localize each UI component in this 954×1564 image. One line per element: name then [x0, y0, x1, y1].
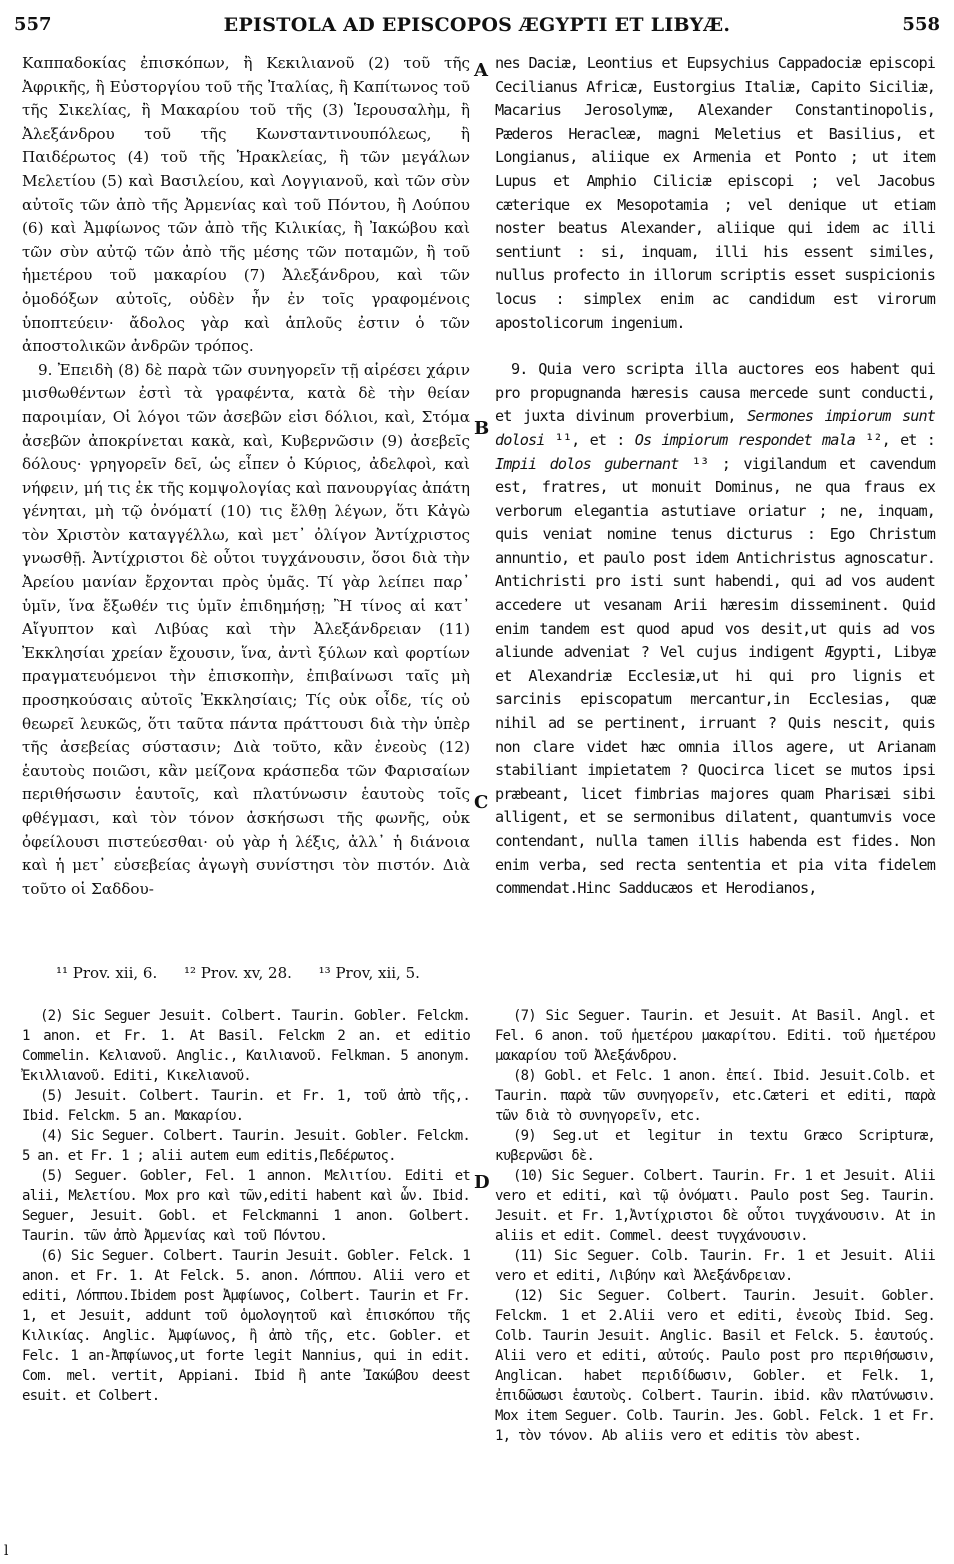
- greek-paragraph: 9. Ἐπειδὴ (8) δὲ παρὰ τῶν συνηγορεῖν τῇ αἱρέσει χάριν μισθωθέντων ἐστὶ τὰ γραφέντα, κατὰ δὲ τὴν θείαν παροιμίαν, Οἱ λόγοι τῶν ἀσεβῶν εἰσι δόλιοι, καὶ, Στόμα ἀσεβῶν ἀποκρίνεται κακὰ, καὶ, Κυβερνῶσιν (9) ἀσεβεῖς δόλους· γρηγορεῖν δεῖ, ὡς εἶπεν ὁ Κύριος, ἀδελφοὶ, καὶ νήφειν, μή τις ἐκ τῆς κομψολογίας καὶ πανουργίας ἀπάτη γένηται, μὴ τῷ ὀνόματί (10) τις ἔλθῃ λέγων, ὅτι Κἀγὼ τὸν Χριστὸν καταγγέλλω, καὶ μετ᾽ ὀλίγον Ἀντίχριστος γνωσθῇ. Ἀντίχριστοι δὲ οὗτοι τυγχάνουσιν, ὅσοι διὰ τὴν Ἀρείου μανίαν ἔρχονται πρὸς ὑμᾶς. Τί γὰρ λείπει παρ᾽ ὑμῖν, ἵνα ἔξωθέν τις ὑμῖν ἐπιδημήσῃ; Ἢ τίνος αἱ κατ᾽ Αἴγυπτον καὶ Λιβύας καὶ τὴν Ἀλεξάνδρειαν (11) Ἐκκλησίαι χρείαν ἔχουσιν, ἵνα, ἀντὶ ξύλων καὶ φορτίων πραγματευόμενοι τὴν ἐπισκοπὴν, ἐπιβαίνωσι ταῖς μὴ προσηκούσαις αὐτοῖς Ἐκκλησίαις; Τίς οὐκ οἶδε, τίς οὐ θεωρεῖ λευκῶς, ὅτι ταῦτα πάντα πράττουσι διὰ τὴν ὑπὲρ τῆς ἀσεβείας σύστασιν; Διὰ τοῦτο, κἂν ἐνεοὺς (12) ἑαυτοὺς ποιῶσι, κἂν μείζονα κράσπεδα τῶν Φαρισαίων περιθήσωσιν ἑαυτοῖς, καὶ πλατύνωσιν ἑαυτοὺς τοῖς φθέγμασι, καὶ τὸν τόνον ἀσκήσωσι τῆς φωνῆς, οὐκ ὀφείλουσι πιστεύεσθαι· οὐ γὰρ ἡ λέξις, ἀλλ᾽ ἡ διάνοια καὶ ἡ μετ᾽ εὐσεβείας ἀγωγὴ συνίστησι τὸν πιστόν. Διὰ τοῦτο οἱ Σαδδου-: [22, 360, 470, 898]
- greek-paragraph: Καππαδοκίας ἐπισκόπων, ἢ Κεκιλιανοῦ (2) τοῦ τῆς Ἀφρικῆς, ἢ Εὐστοργίου τοῦ τῆς Ἰταλίας, ἢ Καπίτωνος τοῦ τῆς Σικελίας, ἢ Μακαρίου τοῦ τῆς (3) Ἱερουσαλὴμ, ἢ Ἀλεξάνδρου τοῦ τῆς Κωνσταντινουπόλεως, ἢ Παιδέρωτος (4) τοῦ τῆς Ἡρακλείας, ἢ τῶν μεγάλων Μελετίου (5) καὶ Βασιλείου, καὶ Λογγιανοῦ, καὶ τῶν σὺν αὐτοῖς τῶν ἀπὸ τῆς Ἀρμενίας καὶ τοῦ Πόντου, ἢ Λούπου (6) καὶ Ἀμφίωνος τῶν ἀπὸ τῆς Κιλικίας, ἢ Ἰακώβου καὶ τῶν σὺν αὐτῷ τῶν ἀπὸ τῆς μέσης τῶν ποταμῶν, ἢ τοῦ ἡμετέρου τοῦ μακαρίου (7) Ἀλεξάνδρου, καὶ τῶν ὁμοδόξων αὐτοῖς, οὐδὲν ἦν ἐν τοῖς γραφομένοις ὑποπτεύειν· ἄδολος γὰρ καὶ ἁπλοῦς ἐστιν ὁ τῶν ἀποστολικῶν ἀνδρῶν τρόπος.: [22, 54, 470, 356]
- margin-letter-d: D: [474, 1172, 490, 1193]
- footnote: (8) Gobl. et Felc. 1 anon. ἐπεί. Ibid. Jesuit.Colb. et Taurin. παρὰ τῶν συνηγορεῖν, etc.Cæteri et editi, παρὰ τῶν διὰ τὸ συνηγορεῖν, etc.: [495, 1068, 935, 1124]
- latin-paragraph: nes Daciæ, Leontius et Eupsychius Cappadociæ episcopi Cecilianus Africæ, Eustorgius Italiæ, Capito Siciliæ, Macarius Jerosolymæ, Alexander Constantinopolis, Pæderos Heracleæ, magni Meletius et Basilius, et Longianus, aliique ex Armenia et Ponto ; ut item Lupus et Amphio Ciliciæ episcopi ; vel Jacobus cæterique ex Mesopotamia ; vel denique ut etiam noster beatus Alexander, aliique qui idem ac illi sentiunt : si, inquam, illi his essent similes, nullus profecto in illorum scriptis esset suspicionis locus : simplex enim ac candidum est virorum apostolicorum ingenium.: [495, 54, 935, 332]
- margin-letter-c: C: [474, 792, 489, 813]
- latin-paragraph: 9. Quia vero scripta illa auctores eos habent qui pro propugnanda hæresis causa mercede sunt conducti, et juxta divinum proverbium, Sermones impiorum sunt dolosi ¹¹, et : Os impiorum respondet mala ¹², et : Impii dolos gubernant ¹³ ; vigilandum et cavendum est, fratres, ut monuit Dominus, ne qua fraus ex verborum elegantia astutiave oriatur ; ne, inquam, quis veniat nomine tenus dicturus : Ego Christum annuntio, et paulo post idem Antichristus agnoscatur. Antichristi pro isti sunt habendi, qui ad vos audent accedere ut vesanam Arii hæresim disseminent. Quid enim tandem est quod apud vos desit,ut quis ad vos aliunde adveniat ? Vel cujus indigent Ægypti, Libyæ et Alexandriæ Ecclesiæ,ut hi qui pro lignis et sarcinis episcopatum mercantur,in Ecclesias, quæ nihil ad se pertinent, irruant ? Quis nescit, quis non clare videt hæc omnia illos agere, ut Arianam stabiliant impietatem ? Quocirca licet se mutos ipsi præbeant, licet fimbrias majores quam Pharisæi sibi alligent, et se sermonibus dilatent, quantumvis voce contendant, nulla tamen illis habenda est fides. Non enim verba, sed recta sententia et pia vita fidelem commendat.Hinc Sadducæos et Herodianos,: [495, 360, 935, 898]
- margin-letter-a: A: [474, 60, 488, 81]
- footnote: (11) Sic Seguer. Colb. Taurin. Fr. 1 et Jesuit. Alii vero et editi, Λιβύην καὶ Ἀλεξάνδρειαν.: [495, 1248, 935, 1284]
- scripture-ref: ¹¹ Prov. xii, 6.: [56, 964, 158, 982]
- margin-letter-b: B: [474, 418, 490, 439]
- footnotes-left: [22, 1006, 470, 1406]
- footnote: (5) Seguer. Gobler, Fel. 1 annon. Μελιτίου. Editi et alii, Μελετίου. Mox pro καὶ τῶν,editi habent καὶ ὧν. Ibid. Seguer, Jesuit. Gobl. et Felckmanni 1 anon. Golbert. Taurin. τῶν ἀπὸ Ἀρμενίας καὶ τοῦ Πόντου.: [22, 1168, 470, 1244]
- footnote: (4) Sic Seguer. Colbert. Taurin. Jesuit. Gobler. Felckm. 5 an. et Fr. 1 ; alii autem eum editis,Πεδέρωτος.: [22, 1128, 470, 1164]
- scripture-ref: ¹² Prov. xv, 28.: [184, 964, 292, 982]
- scripture-references: [56, 964, 506, 982]
- page-number-left: 557: [14, 14, 52, 35]
- greek-text-column: [22, 52, 470, 901]
- footnote: (10) Sic Seguer. Colbert. Taurin. Fr. 1 et Jesuit. Alii vero et editi, καὶ τῷ ὀνόματι. Paulo post Seg. Taurin. Jesuit. et Fr. 1,Ἀντίχριστοι δὲ οὗτοι τυγχάνουσιν. At in aliis et edit. Commel. deest τυγχάνουσιν.: [495, 1168, 935, 1244]
- footnote: (6) Sic Seguer. Colbert. Taurin Jesuit. Gobler. Felck. 1 anon. et Fr. 1. At Felck. 5. anon. Λόππου. Alii vero et editi, Λόππου.Ibidem post Ἀμφίωνος, Colbert. Taurin et Fr. 1, et Jesuit, addunt τοῦ ὁμολογητοῦ καὶ ἐπισκόπου τῆς Κιλικίας. Anglic. Ἀμφίωνος, ἢ ἀπὸ τῆς, etc. Gobler. et Felc. 1 an-Ἀπφίωνος,ut forte legit Nannius, qui in edit. Com. mel. vertit, Appiani. Ibid ἢ ante Ἰακώβου deest esuit. et Colbert.: [22, 1248, 470, 1404]
- footnote: (2) Sic Seguer Jesuit. Colbert. Taurin. Gobler. Felckm. 1 anon. et Fr. 1. At Basil. Felckm 2 an. et editio Commelin. Κελιανοῦ. Anglic., Καιλιανοῦ. Felkman. 5 anonym. Ἐκιλλιανοῦ. Editi, Κικελιανοῦ.: [22, 1008, 470, 1084]
- stray-mark: l: [4, 1543, 9, 1559]
- footnote: (7) Sic Seguer. Taurin. et Jesuit. At Basil. Angl. et Fel. 6 anon. τοῦ ἡμετέρου μακαρίτου. Editi. τοῦ ἡμετέρου μακαρίου τοῦ Ἀλεξάνδρου.: [495, 1008, 935, 1064]
- running-header: [14, 6, 940, 46]
- scripture-ref: ¹³ Prov, xii, 5.: [318, 964, 420, 982]
- running-title: EPISTOLA AD EPISCOPOS ÆGYPTI ET LIBYÆ.: [223, 14, 731, 36]
- footnote: (5) Jesuit. Colbert. Taurin. et Fr. 1, τοῦ ἀπὸ τῆς,. Ibid. Felckm. 5 an. Μακαρίου.: [22, 1088, 470, 1124]
- footnote: (9) Seg.ut et legitur in textu Græco Scripturæ, κυβερνῶσι δὲ.: [495, 1128, 935, 1164]
- footnote: (12) Sic Seguer. Colbert. Taurin. Jesuit. Gobler. Felckm. 1 et 2.Alii vero et editi, ἐνεοὺς Ibid. Seg. Colb. Taurin Jesuit. Anglic. Basil et Felck. 5. ἑαυτούς. Alii vero et editi, αὐτούς. Paulo post pro περιθήσωσιν, Anglican. habet περιδίδωσιν, Gobler. et Felk. 1, ἐπιδῶσωσι ἑαυτοὺς. Colbert. Taurin. ibid. κἂν πλατύνωσιν. Mox item Seguer. Colb. Taurin. Jes. Gobl. Felck. 1 et Fr. 1, τὸν τόνον. Ab aliis vero et editis τὸν abest.: [495, 1288, 935, 1444]
- page-number-right: 558: [902, 14, 940, 35]
- latin-text-column: [495, 52, 935, 901]
- footnotes-right: [495, 1006, 935, 1446]
